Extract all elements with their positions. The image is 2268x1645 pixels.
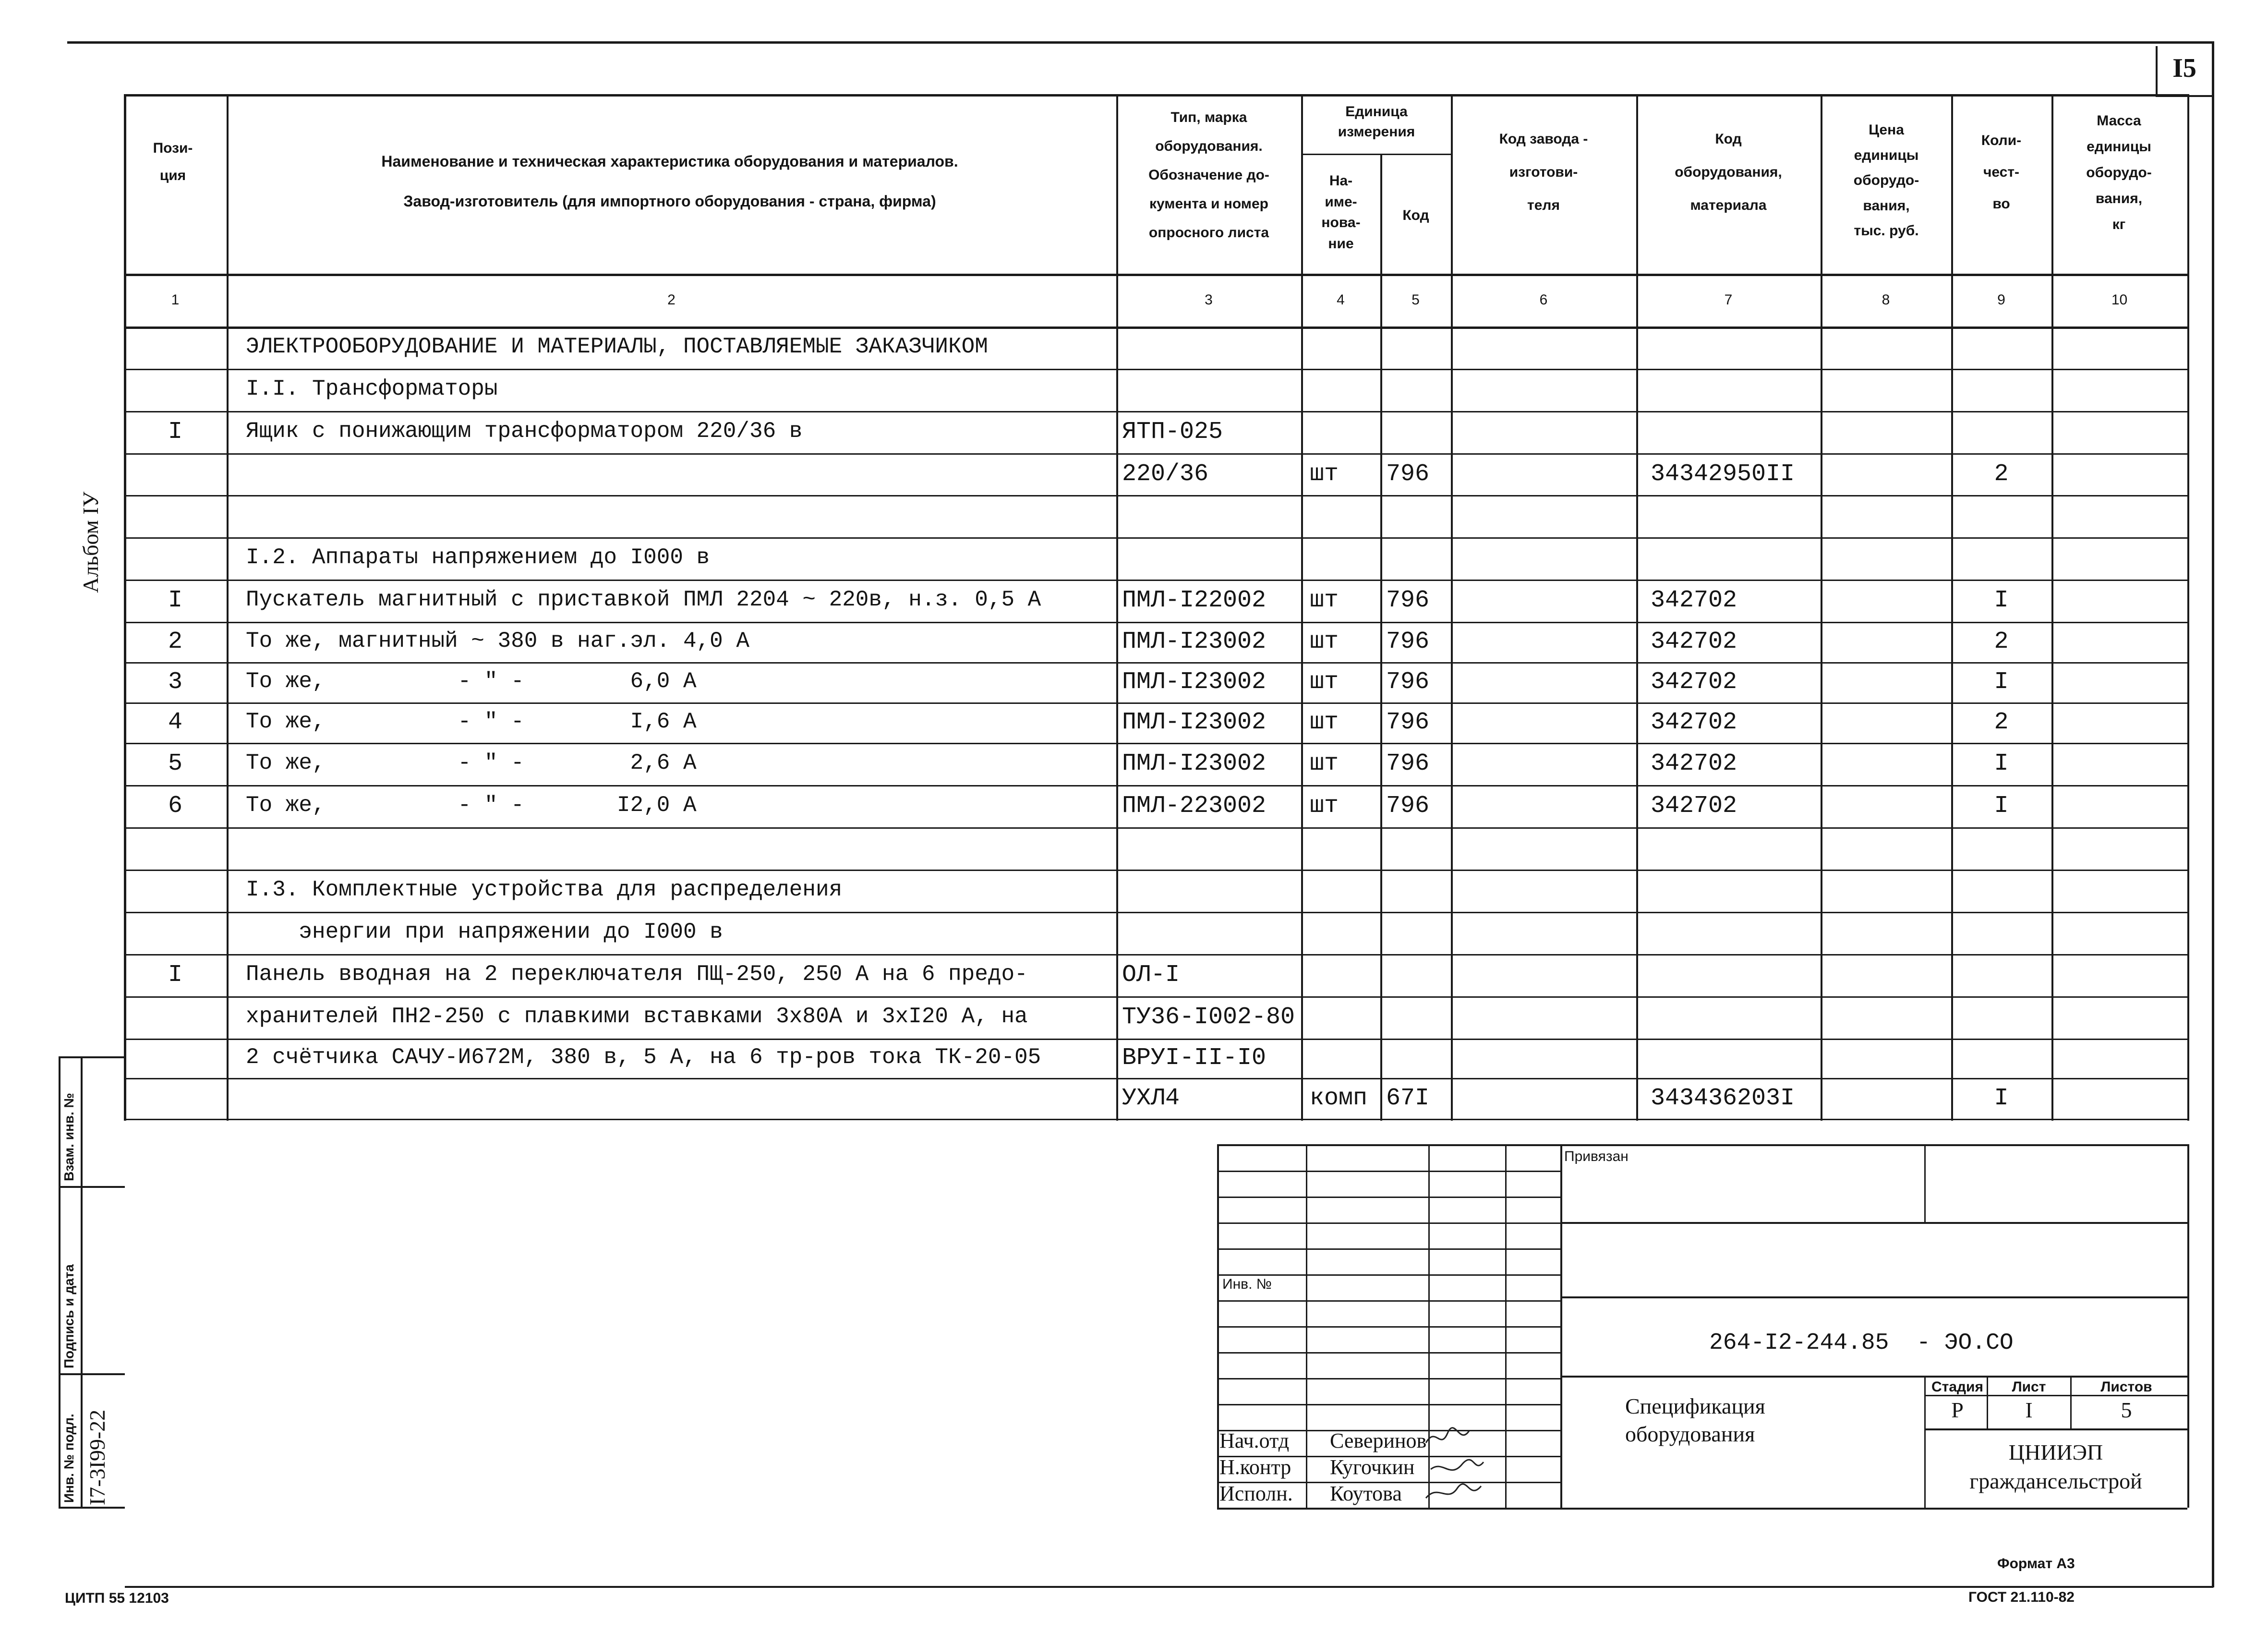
unit-split-line: [1301, 154, 1451, 155]
header-factory-code: Код завода - изготови- теля: [1499, 131, 1588, 213]
cell-name: То же, - " - I2,0 А: [246, 793, 697, 818]
cell-code: 796: [1386, 628, 1430, 655]
tb-code-top: [1560, 1296, 2187, 1298]
cell-qty: I: [1994, 587, 2009, 614]
tb-row: [1217, 1326, 1560, 1328]
grid-line: [1636, 94, 1638, 1121]
row-border: [124, 996, 2189, 998]
cell-code: 796: [1386, 792, 1430, 820]
cell-pos: 3: [168, 668, 182, 696]
header-quantity: Коли- чест- во: [1981, 133, 2022, 212]
role-nach-otd: Нач.отд: [1219, 1429, 1290, 1452]
column-number: 7: [1724, 292, 1733, 308]
cell-mat: 343436203I: [1651, 1084, 1795, 1112]
sheets-label: Листов: [2100, 1379, 2152, 1395]
role-ispoln: Исполн.: [1219, 1482, 1293, 1505]
header-material-code: Код оборудования, материала: [1675, 131, 1782, 213]
header-unit-code: Код: [1402, 207, 1429, 223]
cell-type: ЯТП-025: [1122, 418, 1223, 446]
row-border: [124, 1078, 2189, 1079]
sheets-value: 5: [2121, 1398, 2132, 1422]
grid-line: [2051, 94, 2053, 1121]
row-border: [124, 912, 2189, 913]
header-unit-name: На- име- нова- ние: [1321, 173, 1361, 252]
header-unit-group: Единица измерения: [1338, 104, 1415, 140]
stamp-sign-label: Подпись и дата: [61, 1264, 76, 1368]
cell-type: ТУ36-I002-80: [1122, 1004, 1295, 1031]
cell-unit: шт: [1310, 628, 1339, 655]
column-number: 6: [1539, 292, 1548, 308]
name-n-kontr: Кугочкин: [1330, 1455, 1415, 1479]
cell-type: УХЛ4: [1122, 1084, 1180, 1112]
cell-mat: 342702: [1651, 668, 1737, 696]
tb-row: [1217, 1248, 1560, 1250]
cell-unit: шт: [1310, 750, 1339, 777]
cell-name: энергии при напряжении до I000 в: [246, 919, 723, 944]
row-border: [124, 785, 2189, 786]
row-border: [124, 622, 2189, 623]
page-number: I5: [2172, 53, 2196, 83]
cell-unit: шт: [1310, 460, 1339, 488]
cell-name: 2 счётчика САЧУ-И672М, 380 в, 5 А, на 6 тр-ров тока ТК-20-05: [246, 1045, 1041, 1070]
cell-type: ПМЛ-I22002: [1122, 587, 1267, 614]
cell-name: Панель вводная на 2 переключателя ПЩ-250, 250 А на 6 предо-: [246, 962, 1028, 987]
cell-pos: 4: [168, 709, 182, 736]
row-border: [124, 1119, 2189, 1120]
print-code: ЦИТП 55 12103: [65, 1590, 169, 1606]
organization: ЦНИИЭП граждансельстрой: [1969, 1440, 2142, 1493]
cell-mat: 342702: [1651, 587, 1737, 614]
column-number: 10: [2111, 292, 2128, 308]
header-bottom-border: [124, 274, 2189, 276]
inv-no-label: Инв. №: [1222, 1276, 1272, 1292]
tb-row: [1217, 1404, 1560, 1405]
row-border: [124, 1039, 2189, 1040]
privyazan-label: Привязан: [1564, 1149, 1629, 1164]
cell-code: 796: [1386, 750, 1430, 777]
column-number: 3: [1205, 292, 1213, 308]
cell-qty: I: [1994, 750, 2009, 777]
cell-type: ОЛ-I: [1122, 961, 1180, 989]
gost-label: ГОСТ 21.110-82: [1968, 1589, 2075, 1605]
cell-name: I.3. Комплектные устройства для распределения: [246, 877, 843, 902]
tb-stage-divider: [1987, 1376, 1988, 1428]
stamp-vzam-label: Взам. инв. №: [61, 1093, 76, 1181]
cell-code: 796: [1386, 709, 1430, 736]
cell-unit: шт: [1310, 792, 1339, 820]
cell-mat: 34342950II: [1651, 460, 1795, 488]
cell-pos: I: [168, 587, 182, 614]
role-n-kontr: Н.контр: [1219, 1455, 1291, 1479]
cell-qty: 2: [1994, 460, 2009, 488]
header-mass: Масса единицы оборудо- вания, кг: [2086, 113, 2152, 232]
format-label: Формат А3: [1997, 1556, 2075, 1572]
tb-main-divider: [1560, 1144, 1562, 1508]
stage-value: Р: [1951, 1398, 1964, 1422]
name-nach-otd: Северинов: [1330, 1429, 1427, 1452]
sheet-value: I: [2025, 1398, 2033, 1422]
cell-type: ВРУI-II-I0: [1122, 1044, 1267, 1072]
row-border: [124, 537, 2189, 539]
cell-pos: 5: [168, 750, 182, 777]
row-border: [124, 702, 2189, 704]
grid-line: [1821, 94, 1822, 1121]
stage-label: Стадия: [1931, 1379, 1984, 1395]
cell-qty: I: [1994, 668, 2009, 696]
row-border: [124, 580, 2189, 581]
grid-line: [1116, 94, 1118, 1121]
tb-row: [1217, 1274, 1560, 1276]
tb-row: [1217, 1378, 1560, 1379]
cell-unit: комп: [1310, 1084, 1368, 1112]
cell-name: хранителей ПН2-250 с плавкими вставками 3х80А и 3хI20 А, на: [246, 1004, 1028, 1029]
tb-privyazan-bottom: [1560, 1222, 2187, 1224]
cell-pos: I: [168, 961, 182, 989]
tb-row: [1217, 1300, 1560, 1302]
tb-privyazan-divider: [1924, 1144, 1926, 1223]
name-ispoln: Коутова: [1330, 1482, 1402, 1505]
row-border: [124, 369, 2189, 370]
cell-qty: I: [1994, 1084, 2009, 1112]
signatures: [1421, 1421, 1517, 1508]
tb-bottom: [1217, 1508, 2187, 1510]
column-number: 2: [667, 292, 676, 308]
cell-name: Пускатель магнитный с приставкой ПМЛ 2204 ~ 220в, н.з. 0,5 А: [246, 587, 1041, 612]
cell-type: ПМЛ-I23002: [1122, 628, 1267, 655]
cell-pos: 2: [168, 628, 182, 655]
cell-type: ПМЛ-I23002: [1122, 668, 1267, 696]
column-number: 5: [1411, 292, 1420, 308]
tb-top: [1217, 1144, 2187, 1146]
grid-line: [2187, 94, 2189, 1121]
cell-code: 796: [1386, 668, 1430, 696]
cell-pos: I: [168, 418, 182, 446]
cell-mat: 342702: [1651, 750, 1737, 777]
cell-name: Ящик с понижающим трансформатором 220/36 в: [246, 419, 803, 444]
cell-mat: 342702: [1651, 709, 1737, 736]
document-code: 264-I2-244.85 - ЭО.СО: [1709, 1330, 2014, 1356]
row-border: [124, 954, 2189, 956]
tb-sheet-divider: [2070, 1376, 2072, 1428]
cell-mat: 342702: [1651, 628, 1737, 655]
cell-type: ПМЛ-223002: [1122, 792, 1267, 820]
header-price: Цена единицы оборудо- вания, тыс. руб.: [1853, 122, 1919, 239]
tb-row: [1217, 1352, 1560, 1354]
cell-pos: 6: [168, 792, 182, 820]
tb-row: [1217, 1222, 1560, 1224]
column-number: 8: [1882, 292, 1890, 308]
cell-qty: 2: [1994, 628, 2009, 655]
tb-right: [2187, 1144, 2189, 1508]
grid-line: [227, 94, 229, 1121]
header-type: Тип, марка оборудования. Обозначение до- кумента и номер опросного листа: [1148, 109, 1269, 241]
cell-code: 796: [1386, 587, 1430, 614]
cell-name: I.I. Трансформаторы: [246, 376, 498, 401]
row-border: [124, 453, 2189, 455]
header-name: Наименование и техническая характеристика оборудования и материалов. Завод-изготовитель (для импортного оборудования - страна, фирма): [381, 153, 958, 210]
cell-code: 67I: [1386, 1084, 1430, 1112]
cell-name: ЭЛЕКТРООБОРУДОВАНИЕ И МАТЕРИАЛЫ, ПОСТАВЛЯЕМЫЕ ЗАКАЗЧИКОМ: [246, 334, 988, 359]
cell-name: То же, магнитный ~ 380 в наг.эл. 4,0 А: [246, 629, 749, 653]
cell-name: I.2. Аппараты напряжением до I000 в: [246, 545, 710, 570]
tb-row: [1217, 1171, 1560, 1172]
column-number: 4: [1337, 292, 1345, 308]
sheet-label: Лист: [2012, 1379, 2046, 1395]
row-border: [124, 411, 2189, 412]
grid-line: [1451, 94, 1453, 1121]
cell-mat: 342702: [1651, 792, 1737, 820]
cell-unit: шт: [1310, 668, 1339, 696]
row-border: [124, 870, 2189, 871]
column-number: 1: [171, 292, 180, 308]
row-border: [124, 662, 2189, 664]
tb-title-top: [1560, 1376, 2187, 1378]
cell-name: То же, - " - 6,0 А: [246, 669, 697, 694]
cell-qty: I: [1994, 792, 2009, 820]
cell-qty: 2: [1994, 709, 2009, 736]
colnum-bottom-border: [124, 327, 2189, 329]
cell-type: 220/36: [1122, 460, 1209, 488]
album-label: Альбом IУ: [78, 491, 103, 593]
frame-bottom: [125, 1586, 2213, 1588]
frame-right: [2212, 41, 2214, 1587]
top-rule: [67, 41, 2213, 44]
cell-code: 796: [1386, 460, 1430, 488]
document-title: Спецификация оборудования: [1625, 1394, 1765, 1446]
cell-type: ПМЛ-I23002: [1122, 750, 1267, 777]
row-border: [124, 495, 2189, 496]
cell-unit: шт: [1310, 587, 1339, 614]
header-position: Пози- ция: [153, 140, 193, 183]
row-border: [124, 743, 2189, 744]
stamp-inv-label: Инв. № подл.: [61, 1414, 76, 1503]
tb-stage-bottom: [1924, 1428, 2187, 1430]
cell-name: То же, - " - 2,6 А: [246, 750, 697, 775]
tb-row: [1217, 1197, 1560, 1198]
stamp-inv-number: I7-3I99-22: [85, 1409, 109, 1505]
cell-name: То же, - " - I,6 А: [246, 709, 697, 734]
cell-type: ПМЛ-I23002: [1122, 709, 1267, 736]
column-number: 9: [1997, 292, 2005, 308]
row-border: [124, 827, 2189, 829]
table-top-border: [124, 94, 2189, 97]
cell-unit: шт: [1310, 709, 1339, 736]
